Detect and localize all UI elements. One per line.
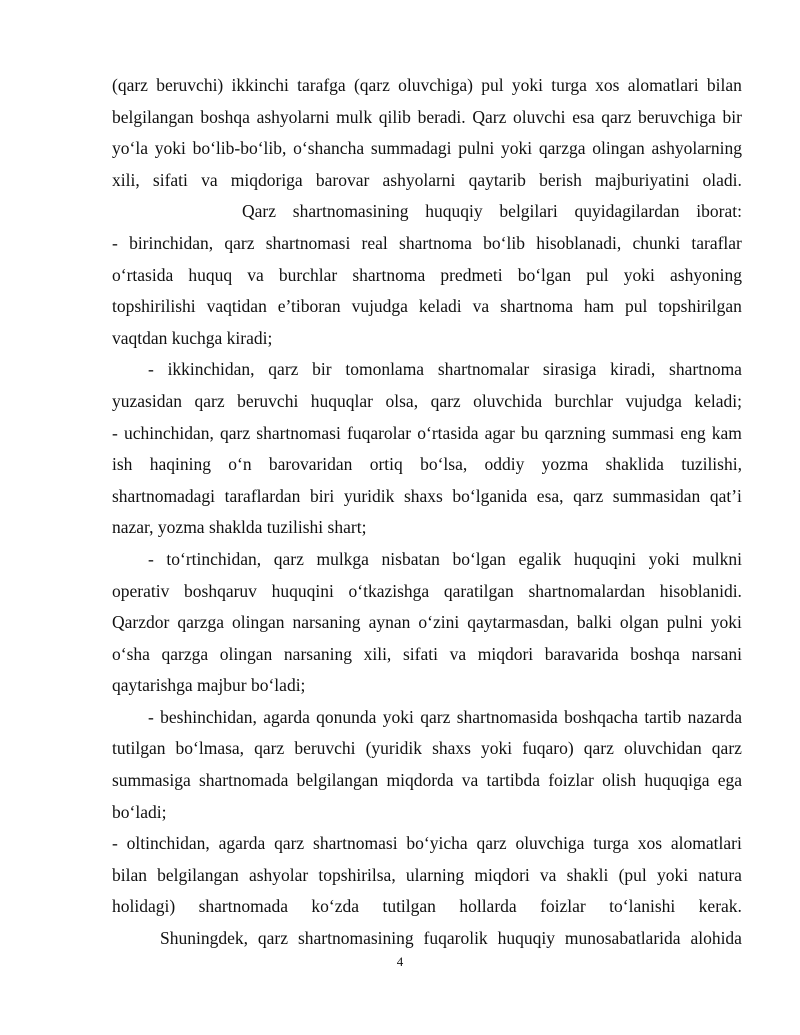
- word: shakli: [566, 864, 609, 885]
- word: taraflar: [691, 232, 742, 253]
- word: summasidan: [612, 485, 701, 506]
- word: tutilgan: [112, 738, 166, 759]
- word: oluvchiga): [398, 75, 473, 95]
- word: -: [112, 422, 118, 443]
- word: quyidagilardan: [574, 201, 680, 222]
- word: qarz: [476, 833, 507, 854]
- word: ham: [583, 296, 615, 317]
- word: (yuridik: [365, 738, 422, 759]
- word: miqdoriga: [230, 169, 303, 190]
- text-line: [112, 544, 742, 576]
- word: qonunda: [316, 706, 377, 727]
- word: Qarz: [472, 106, 507, 127]
- text-line: [112, 133, 742, 165]
- word: to‘lanishi: [609, 896, 676, 917]
- word: qarz: [268, 359, 299, 380]
- word: biri: [309, 485, 335, 506]
- word: xili,: [363, 643, 392, 664]
- word: qarz: [274, 833, 305, 854]
- word: o‘sha: [112, 643, 150, 664]
- word: shaklida: [605, 454, 664, 475]
- word: qat’i: [709, 485, 742, 506]
- word: yo‘la: [112, 138, 148, 159]
- word: xili,: [112, 169, 140, 190]
- word: o‘rtasida: [112, 264, 174, 285]
- word: qarz: [711, 738, 742, 759]
- word: ega: [717, 770, 742, 791]
- word: shaxs: [403, 485, 443, 506]
- text-line: [112, 354, 742, 386]
- word: qarz: [573, 485, 604, 506]
- word: agarda: [218, 833, 266, 854]
- word: yoki: [382, 706, 414, 727]
- word: boshqa: [200, 106, 250, 127]
- word: beruvchi: [294, 738, 356, 759]
- word: ashyolarni: [382, 169, 456, 190]
- word: beruvchi): [156, 75, 224, 95]
- word: to‘rtinchidan,: [166, 548, 262, 569]
- word: ashyolar: [248, 864, 309, 885]
- word: nisbatan: [381, 548, 440, 569]
- word: holidagi): [112, 896, 176, 917]
- word: shartnomasining: [297, 928, 414, 949]
- text-line: [112, 449, 742, 481]
- word: tutilgan: [382, 896, 436, 917]
- word: qarz: [430, 390, 461, 411]
- word: o‘n: [228, 454, 252, 475]
- word: ikkinchidan,: [167, 359, 255, 380]
- word: -: [112, 833, 118, 854]
- word: esa,: [536, 485, 564, 506]
- text-line: [112, 670, 742, 702]
- word: boshqa: [630, 643, 680, 664]
- word: vujudga: [351, 296, 408, 317]
- word: beshinchidan,: [160, 706, 257, 727]
- word: huquqini: [271, 580, 334, 601]
- word: qarz: [224, 232, 255, 253]
- word: olish: [602, 770, 637, 791]
- text-line-content: vaqtdan kuchga kiradi;: [112, 327, 273, 348]
- word: mulkga: [316, 548, 369, 569]
- word: alomatlari: [627, 75, 699, 95]
- word: tartibda: [486, 770, 540, 791]
- word: olingan: [232, 612, 285, 633]
- word: bo‘lib-bo‘lib,: [192, 138, 287, 159]
- word: yoki: [511, 75, 543, 95]
- word: belgilangan: [112, 106, 194, 127]
- word: olgan: [619, 612, 659, 633]
- word: turga: [593, 833, 629, 854]
- word: esa: [572, 106, 595, 127]
- word: balki: [576, 612, 612, 633]
- word: va: [247, 264, 264, 285]
- word: hisoblanidi.: [659, 580, 742, 601]
- word: fuqaro): [522, 738, 574, 759]
- word: taraflardan: [224, 485, 301, 506]
- word: oluvchiga: [515, 833, 585, 854]
- word: barovaridan: [268, 454, 353, 475]
- word: xos: [595, 75, 620, 95]
- word: beruvchi: [237, 390, 299, 411]
- word: qarz: [273, 548, 304, 569]
- text-line: [112, 260, 742, 292]
- word: va: [472, 296, 490, 317]
- word: yuzasidan: [112, 390, 182, 411]
- word: qarz: [420, 706, 451, 727]
- text-line-content: nazar, yozma shaklda tuzilishi shart;: [112, 517, 367, 538]
- word: shartnoma: [669, 359, 742, 380]
- word: pul: [586, 264, 609, 285]
- word: summasiga: [112, 770, 191, 791]
- text-line: [112, 797, 742, 829]
- word: o‘shancha: [293, 138, 365, 159]
- word: egalik: [518, 548, 562, 569]
- word: Shuningdek,: [160, 928, 248, 949]
- word: huquq: [188, 264, 233, 285]
- word: kerak.: [698, 896, 742, 917]
- text-line: [112, 228, 742, 260]
- word: alomatlari: [670, 833, 742, 854]
- word: shartnomasida: [456, 706, 558, 727]
- word: ortiq: [369, 454, 403, 475]
- word: narsaning: [283, 643, 352, 664]
- word: huquqiy: [497, 928, 555, 949]
- text-line: [112, 291, 742, 323]
- text-line: [112, 102, 742, 134]
- word: -: [148, 359, 154, 380]
- word: shartnomalardan: [528, 580, 646, 601]
- word: pul: [624, 296, 648, 317]
- word: agar: [484, 422, 515, 443]
- word: yoki: [648, 548, 680, 569]
- text-line: [112, 165, 742, 197]
- word: tartib: [644, 706, 682, 727]
- text-line: [112, 512, 742, 544]
- word: kam: [711, 422, 742, 443]
- word: burchlar: [278, 264, 338, 285]
- word: qarz: [254, 738, 285, 759]
- word: vujudga: [625, 390, 682, 411]
- word: topshirilishi: [112, 296, 196, 317]
- word: huquqini: [573, 548, 637, 569]
- word: baravarida: [544, 643, 619, 664]
- word: kiradi,: [610, 359, 656, 380]
- word: qarzning: [544, 422, 606, 443]
- word: haqining: [149, 454, 211, 475]
- word: qaratilgan: [443, 580, 514, 601]
- word: olsa,: [385, 390, 419, 411]
- text-line: [112, 196, 742, 228]
- word: o‘rtasida: [417, 422, 479, 443]
- text-line: [112, 639, 742, 671]
- word: qilib: [378, 106, 411, 127]
- word: va: [449, 643, 467, 664]
- page-number: 4: [396, 954, 404, 969]
- word: bo‘yicha: [406, 833, 468, 854]
- word: sifati: [152, 169, 188, 190]
- word: bo‘lsa,: [420, 454, 468, 475]
- word: huquqiy: [425, 201, 483, 222]
- word: sirasiga: [542, 359, 597, 380]
- text-line: [112, 386, 742, 418]
- word: oluvchida: [473, 390, 543, 411]
- word: bu: [520, 422, 539, 443]
- word: ashyolarning: [651, 138, 742, 159]
- word: qarzga: [161, 643, 209, 664]
- word: pulni: [666, 612, 703, 633]
- word: (qarz: [112, 75, 148, 95]
- text-line: [112, 860, 742, 892]
- word: yuridik: [343, 485, 395, 506]
- word: turga: [551, 75, 587, 95]
- word: shartnomalar: [437, 359, 530, 380]
- word: topshirilsa,: [318, 864, 396, 885]
- word: mulkni: [692, 548, 742, 569]
- word: qarz: [194, 390, 225, 411]
- word: vaqtidan: [206, 296, 267, 317]
- word: qarz: [220, 422, 251, 443]
- word: xos: [637, 833, 663, 854]
- text-line: [112, 607, 742, 639]
- text-line: [112, 70, 742, 102]
- word: pul: [481, 75, 504, 95]
- word: bo‘lganida: [452, 485, 528, 506]
- word: o‘zini: [418, 612, 460, 633]
- word: ko‘zda: [311, 896, 360, 917]
- word: va: [461, 770, 479, 791]
- word: alohida: [690, 928, 742, 949]
- word: hollarda: [459, 896, 517, 917]
- word: bir: [722, 106, 742, 127]
- word: bir: [312, 359, 332, 380]
- word: yoki: [623, 264, 655, 285]
- word: pulni: [458, 138, 495, 159]
- word: ikkinchi: [231, 75, 289, 95]
- word: qarz: [601, 106, 632, 127]
- word: tarafga: [297, 75, 346, 95]
- word: eng: [680, 422, 706, 443]
- word: shartnomada: [198, 770, 289, 791]
- word: sifati: [402, 643, 438, 664]
- word: shartnomasi: [256, 422, 341, 443]
- text-line: [112, 828, 742, 860]
- text-line: [112, 891, 742, 923]
- text-line: [112, 576, 742, 608]
- word: majburiyatini: [595, 169, 690, 190]
- word: fuqarolik: [423, 928, 488, 949]
- word: munosabatlarida: [564, 928, 681, 949]
- word: (qarz: [353, 75, 390, 95]
- word: birinchidan,: [129, 232, 214, 253]
- word: shartnoma: [352, 264, 426, 285]
- word: miqdori: [474, 864, 530, 885]
- word: foizlar: [548, 770, 594, 791]
- word: boshqaruv: [184, 580, 257, 601]
- text-line: [112, 323, 742, 355]
- word: qarzga: [538, 138, 586, 159]
- text-line-content: bo‘ladi;: [112, 801, 167, 822]
- word: oluvchi: [513, 106, 566, 127]
- text-line: [112, 923, 742, 955]
- text-line: [112, 702, 742, 734]
- word: belgilangan: [296, 770, 379, 791]
- word: belgilangan: [157, 864, 239, 885]
- word: burchlar: [554, 390, 613, 411]
- word: va: [539, 864, 557, 885]
- word: shartnoma: [500, 296, 573, 317]
- word: shaxs: [432, 738, 471, 759]
- word: miqdori: [477, 643, 534, 664]
- word: yozma: [541, 454, 589, 475]
- word: barovar: [315, 169, 370, 190]
- word: yoki: [710, 612, 742, 633]
- word: bilan: [706, 75, 742, 95]
- word: summadagi: [370, 138, 452, 159]
- word: olingan: [219, 643, 273, 664]
- word: olingan: [592, 138, 645, 159]
- word: huquqlar: [310, 390, 374, 411]
- word: real: [361, 232, 388, 253]
- word: boshqacha: [564, 706, 638, 727]
- word: qarz: [257, 928, 289, 949]
- word: aynan: [368, 612, 411, 633]
- word: Qarzdor: [112, 612, 170, 633]
- word: o‘tkazishga: [348, 580, 430, 601]
- word: shartnomasi: [313, 833, 398, 854]
- word: shartnoma: [399, 232, 472, 253]
- word: -: [148, 548, 154, 569]
- word: va: [201, 169, 218, 190]
- word: hisoblanadi,: [536, 232, 622, 253]
- text-line: [112, 733, 742, 765]
- word: bilan: [112, 864, 147, 885]
- word: natura: [698, 864, 742, 885]
- word: shartnomasi: [265, 232, 351, 253]
- word: qaytarmasdan,: [467, 612, 569, 633]
- word: ashyolarni: [256, 106, 330, 127]
- word: shartnomasining: [292, 201, 409, 222]
- word: oddiy: [484, 454, 525, 475]
- word: berish: [539, 169, 582, 190]
- word: beruvchiga: [638, 106, 716, 127]
- word: -: [148, 706, 154, 727]
- word: operativ: [112, 580, 170, 601]
- word: keladi: [418, 296, 462, 317]
- word: tuzilishi,: [681, 454, 742, 475]
- word: iborat:: [696, 201, 742, 222]
- word: predmeti: [440, 264, 503, 285]
- word: belgilari: [499, 201, 558, 222]
- word: foizlar: [540, 896, 586, 917]
- word: (pul: [618, 864, 647, 885]
- word: qarz: [583, 738, 614, 759]
- word: narsaning: [292, 612, 361, 633]
- word: yoki: [481, 738, 513, 759]
- word: chunki: [632, 232, 681, 253]
- word: miqdorda: [386, 770, 454, 791]
- word: nazarda: [687, 706, 742, 727]
- word: uchinchidan,: [123, 422, 214, 443]
- word: qarzga: [177, 612, 224, 633]
- word: ashyoning: [670, 264, 742, 285]
- word: yoki: [154, 138, 186, 159]
- word: yoki: [656, 864, 689, 885]
- word: tomonlama: [345, 359, 425, 380]
- word: ularning: [405, 864, 465, 885]
- word: qaytarib: [468, 169, 526, 190]
- word: ish: [112, 454, 133, 475]
- word: bo‘lgan: [517, 264, 572, 285]
- word: narsani: [691, 643, 742, 664]
- word: oltinchidan,: [126, 833, 210, 854]
- word: -: [112, 232, 118, 253]
- word: topshirilgan: [658, 296, 742, 317]
- word: Qarz: [242, 201, 277, 222]
- word: huquqiga: [644, 770, 710, 791]
- text-line: [112, 481, 742, 513]
- word: agarda: [263, 706, 310, 727]
- word: keladi;: [694, 390, 742, 411]
- word: bo‘lgan: [452, 548, 506, 569]
- word: oluvchidan: [623, 738, 702, 759]
- word: yoki: [501, 138, 533, 159]
- word: summasi: [611, 422, 675, 443]
- word: shartnomadagi: [112, 485, 216, 506]
- word: oladi.: [702, 169, 742, 190]
- text-line-content: qaytarishga majbur bo‘ladi;: [112, 675, 306, 696]
- text-line: [112, 765, 742, 797]
- word: e’tiboran: [277, 296, 341, 317]
- word: mulk: [336, 106, 373, 127]
- word: bo‘lmasa,: [175, 738, 245, 759]
- word: bo‘lib: [483, 232, 525, 253]
- body-text: [112, 70, 742, 955]
- text-line: [112, 418, 742, 450]
- word: beradi.: [417, 106, 466, 127]
- word: fuqarolar: [347, 422, 412, 443]
- word: shartnomada: [198, 896, 289, 917]
